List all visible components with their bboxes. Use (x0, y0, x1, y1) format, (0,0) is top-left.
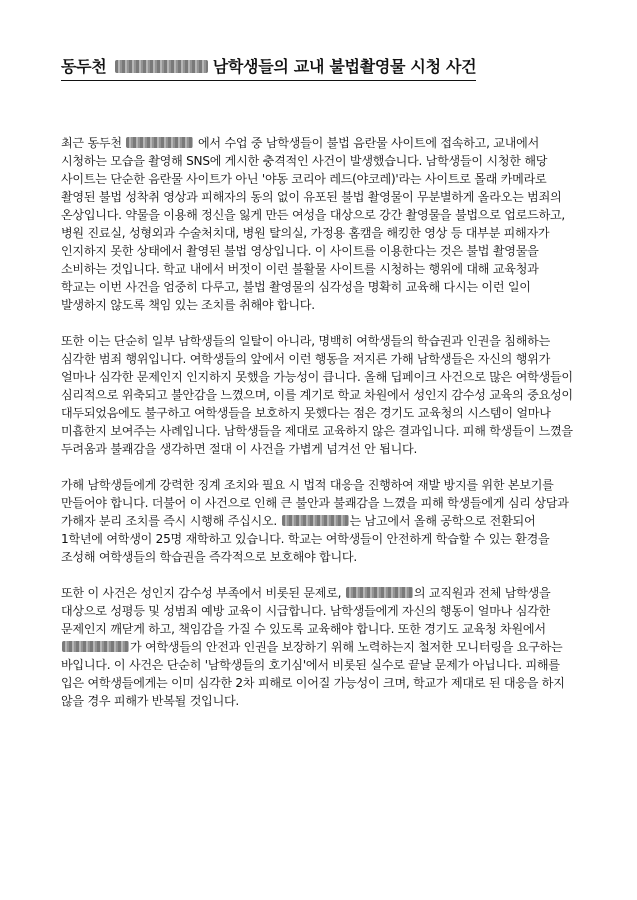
title-suffix: 남학생들의 교내 불법촬영물 시청 사건 (212, 57, 477, 76)
redacted-school-name (115, 60, 208, 73)
paragraph-3-before: 가해 남학생들에게 강력한 징계 조치와 필요 시 법적 대응을 진행하여 재발 방지를 위한 본보기를 만들어야 합니다. 더불어 이 사건으로 인해 큰 불안과 불쾌감을 느꼈을 피해 학생들에게 심리 상담과 가해자 분리 조치를 즉시 시행해 주십시오. (61, 478, 569, 528)
paragraph-1 (61, 134, 576, 314)
document-body (61, 134, 576, 710)
paragraph-4 (61, 584, 576, 710)
paragraph-4-middle: 의 교직원과 전체 남학생을 대상으로 성평등 및 성범죄 예방 교육이 시급합니다. 남학생들에게 자신의 행동이 얼마나 심각한 문제인지 깨닫게 하고, 책임감을 가질 수 있도록 교육해야 합니다. 또한 경기도 교육청 차원에서 (61, 586, 551, 636)
paragraph-2 (61, 332, 576, 458)
paragraph-3 (61, 476, 576, 566)
redacted-school-name (346, 587, 413, 598)
document-title (61, 56, 476, 81)
paragraph-3-after: 는 남고에서 올해 공학으로 전환되어 1학년에 여학생이 25명 재학하고 있습니다. 학교는 여학생들이 안전하게 학습할 수 있는 환경을 조성해 여학생들의 학습권을 즉각적으로 보호해야 합니다. (61, 514, 550, 564)
paragraph-2-text: 또한 이는 단순히 일부 남학생들의 일탈이 아니라, 명백히 여학생들의 학습권과 인권을 침해하는 심각한 범죄 행위입니다. 여학생들의 앞에서 이런 행동을 저지른 가해 남학생들은 자신의 행위가 얼마나 심각한 문제인지 인지하지 못했을 가능성이 큽니다. 올해 딥페이크 사건으로 많은 여학생들이 심리적으로 위축되고 불안감을 느꼈으며, 이를 계기로 학교 차원에서 성인지 감수성 교육의 중요성이 대두되었음에도 불구하고 여학생들을 보호하지 못했다는 점은 경기도 교육청의 시스템이 얼마나 미흡한지 보여주는 사례입니다. 남학생들을 제대로 교육하지 않은 결과입니다. 피해 학생들이 느꼈을 두려움과 불쾌감을 생각하면 절대 이 사건을 가볍게 넘겨선 안 됩니다. (61, 334, 573, 456)
redacted-school-name (62, 641, 129, 652)
paragraph-4-before: 또한 이 사건은 성인지 감수성 부족에서 비롯된 문제로, (61, 586, 342, 600)
redacted-school-name (282, 515, 349, 526)
redacted-school-name (126, 137, 193, 148)
paragraph-1-before: 최근 동두천 (61, 136, 122, 150)
paragraph-1-after: 에서 수업 중 남학생들이 불법 음란물 사이트에 접속하고, 교내에서 시청하는 모습을 촬영해 SNS에 게시한 충격적인 사건이 발생했습니다. 남학생들이 시청한 해당 사이트는 단순한 음란물 사이트가 아닌 '야동 코리아 레드(야코레)'라는 사이트로 몰래 카메라로 촬영된 불법 성착취 영상과 피해자의 동의 없이 유포된 불법 촬영물이 무분별하게 올라오는 범죄의 온상입니다. 약물을 이용해 정신을 잃게 만든 여성을 대상으로 강간 촬영물을 불법으로 업로드하고, 병원 진료실, 성형외과 수술처치대, 병원 탈의실, 가정용 홈캠을 해킹한 영상 등 대부분 피해자가 인지하지 못한 상태에서 촬영된 불법 영상입니다. 이 사이트를 이용한다는 것은 불법 촬영물을 소비하는 것입니다. 학교 내에서 버젓이 이런 불활물 사이트를 시청하는 행위에 대해 교육청과 학교는 이번 사건을 엄중히 다루고, 불법 촬영물의 심각성을 명확히 교육해 다시는 이런 일이 발생하지 않도록 책임 있는 조치를 취해야 합니다. (61, 136, 566, 312)
paragraph-4-after: 가 여학생들의 안전과 인권을 보장하기 위해 노력하는지 철저한 모니터링을 요구하는 바입니다. 이 사건은 단순히 '남학생들의 호기심'에서 비롯된 실수로 끝날 문제가 아닙니다. 피해를 입은 여학생들에게는 이미 심각한 2차 피해로 이어질 가능성이 크며, 학교가 제대로 된 대응을 하지 않을 경우 피해가 반복될 것입니다. (61, 640, 565, 708)
title-prefix: 동두천 (61, 57, 107, 76)
